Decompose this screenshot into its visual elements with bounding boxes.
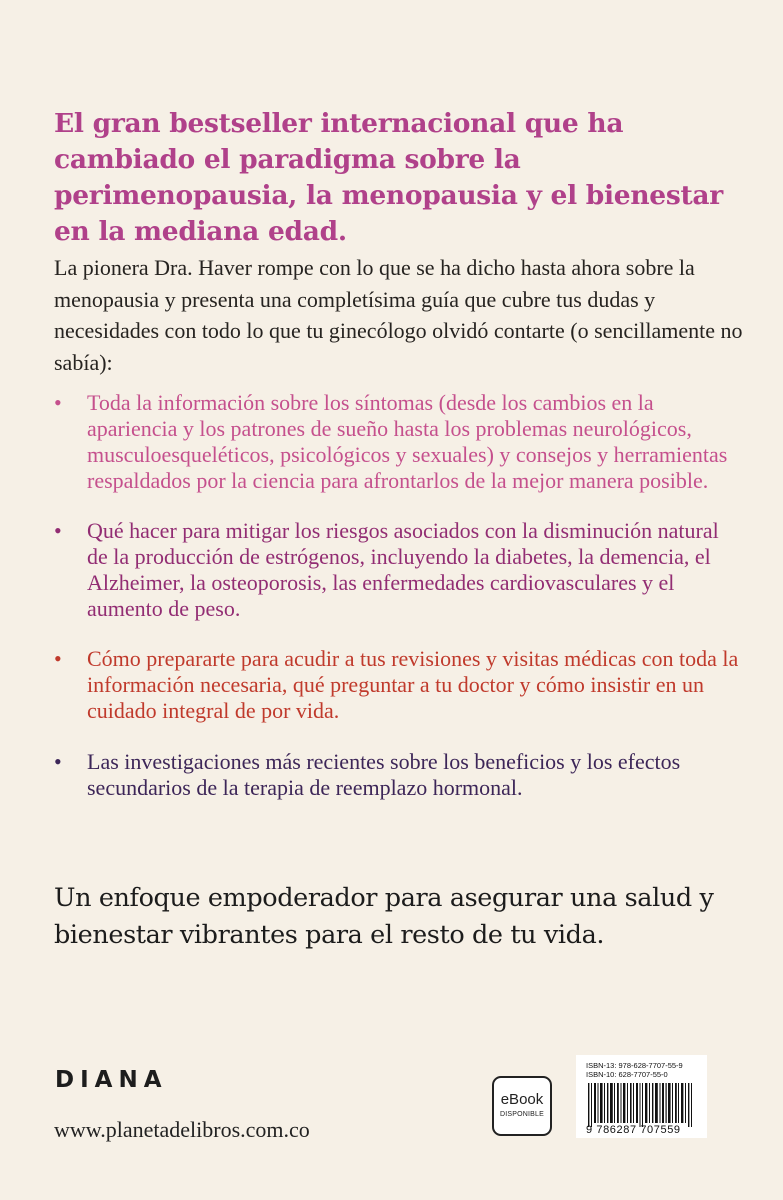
- list-item: [54, 518, 744, 622]
- list-item-text: Toda la información sobre los síntomas (desde los cambios en la apariencia y los patrones de sueño hasta los problemas neurológicos, musculoesqueléticos, psicológicos y sexuales) y consejos y herramientas respaldados por la ciencia para afrontarlos de la mejor manera posible.: [87, 390, 728, 493]
- list-item: [54, 390, 744, 494]
- feature-list: [54, 390, 744, 801]
- headline: El gran bestseller internacional que ha cambiado el paradigma sobre la perimenopausia, la menopausia y el bienestar en la mediana edad.: [54, 108, 723, 247]
- closing-statement: Un enfoque empoderador para asegurar una salud y bienestar vibrantes para el resto de tu vida.: [54, 883, 714, 950]
- isbn10-text: ISBN-10: 628-7707-55-0: [586, 1070, 668, 1079]
- ebook-sub-label: DISPONIBLE: [499, 1111, 544, 1118]
- barcode-number: 9 786287 707559: [586, 1124, 681, 1136]
- ebook-label: eBook: [500, 1091, 544, 1108]
- ebook-badge: [492, 1076, 552, 1136]
- isbn13-text: ISBN-13: 978-628-7707-55-9: [586, 1061, 683, 1070]
- list-item-text: Cómo prepararte para acudir a tus revisiones y visitas médicas con toda la información necesaria, qué preguntar a tu doctor y cómo insistir en un cuidado integral de por vida.: [87, 646, 739, 723]
- list-item-text: Qué hacer para mitigar los riesgos asociados con la disminución natural de la producción de estrógenos, incluyendo la diabetes, la demencia, el Alzheimer, la osteoporosis, las enfermedades cardiovasculares y el aumento de peso.: [87, 518, 719, 621]
- bullet-icon: •: [54, 518, 62, 543]
- isbn-block: [576, 1055, 707, 1138]
- list-item-text: Las investigaciones más recientes sobre los beneficios y los efectos secundarios de la terapia de reemplazo hormonal.: [87, 749, 681, 800]
- list-item: [54, 646, 744, 724]
- barcode-icon: [586, 1083, 696, 1127]
- intro-paragraph: La pionera Dra. Haver rompe con lo que se ha dicho hasta ahora sobre la menopausia y presenta una completísima guía que cubre tus dudas y necesidades con todo lo que tu ginecólogo olvidó contarte (o sencillamente no sabía):: [54, 255, 743, 375]
- publisher-logo: DIANA: [55, 1067, 168, 1093]
- bullet-icon: •: [54, 749, 62, 774]
- website-link[interactable]: www.planetadelibros.com.co: [54, 1117, 310, 1142]
- bullet-icon: •: [54, 390, 62, 415]
- list-item: [54, 749, 744, 801]
- bullet-icon: •: [54, 646, 62, 671]
